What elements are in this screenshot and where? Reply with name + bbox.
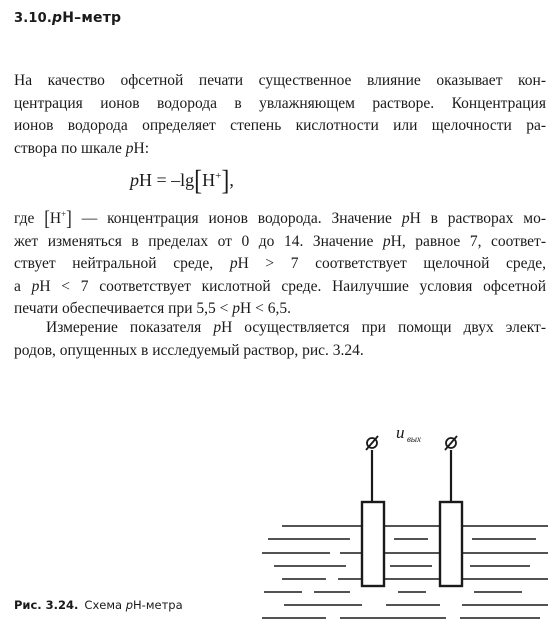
- caption-label: Рис. 3.24.: [14, 598, 79, 612]
- section-title-italic: p: [52, 10, 63, 26]
- output-voltage-subscript: вых: [407, 434, 421, 444]
- section-number: 3.10.: [14, 11, 53, 26]
- solution-lines: [262, 526, 548, 618]
- ph-formula: pH = –lg[H+],: [130, 165, 234, 197]
- formula-p: p: [130, 170, 139, 190]
- text-line: родов, опущенных в исследуемый раствор, рис. 3.24.: [14, 341, 364, 359]
- text-line: жет изменяться в пределах от 0 до 14. Значение pH, равное 7, соответ-: [14, 232, 546, 250]
- formula-body: H = –lg: [139, 170, 195, 190]
- text-line: На качество офсетной печати существенное влияние оказывает кон-: [14, 72, 546, 89]
- output-voltage-label: u: [396, 423, 405, 442]
- text-line: а pH < 7 соответствует кислотной среде. Наилучшие условия офсетной: [14, 277, 546, 295]
- text-line: Измерение показателя pH осуществляется при помощи двух элект-: [46, 319, 546, 336]
- figure-caption: Рис. 3.24. Схема pH-метра: [14, 598, 183, 612]
- formula-sup: +: [215, 170, 222, 182]
- electrode-right: [440, 436, 462, 586]
- text-line: печати обеспечивается при 5,5 < pH < 6,5.: [14, 300, 291, 318]
- text-line: ионов водорода определяет степень кислотности или щелочности ра-: [14, 117, 546, 134]
- electrode-left: [362, 436, 384, 586]
- text-line: створа по шкале pH:: [14, 139, 150, 157]
- section-title: H–метр: [62, 10, 122, 26]
- text-line: где [H+] — концентрация ионов водорода. Значение pH в растворах мо-: [14, 206, 547, 231]
- text-line: ствует нейтральной среде, pH > 7 соответствует щелочной среде,: [14, 255, 547, 273]
- formula-ion: H: [202, 170, 216, 190]
- text-line: центрация ионов водорода в увлажняющем растворе. Концентрация: [14, 94, 546, 112]
